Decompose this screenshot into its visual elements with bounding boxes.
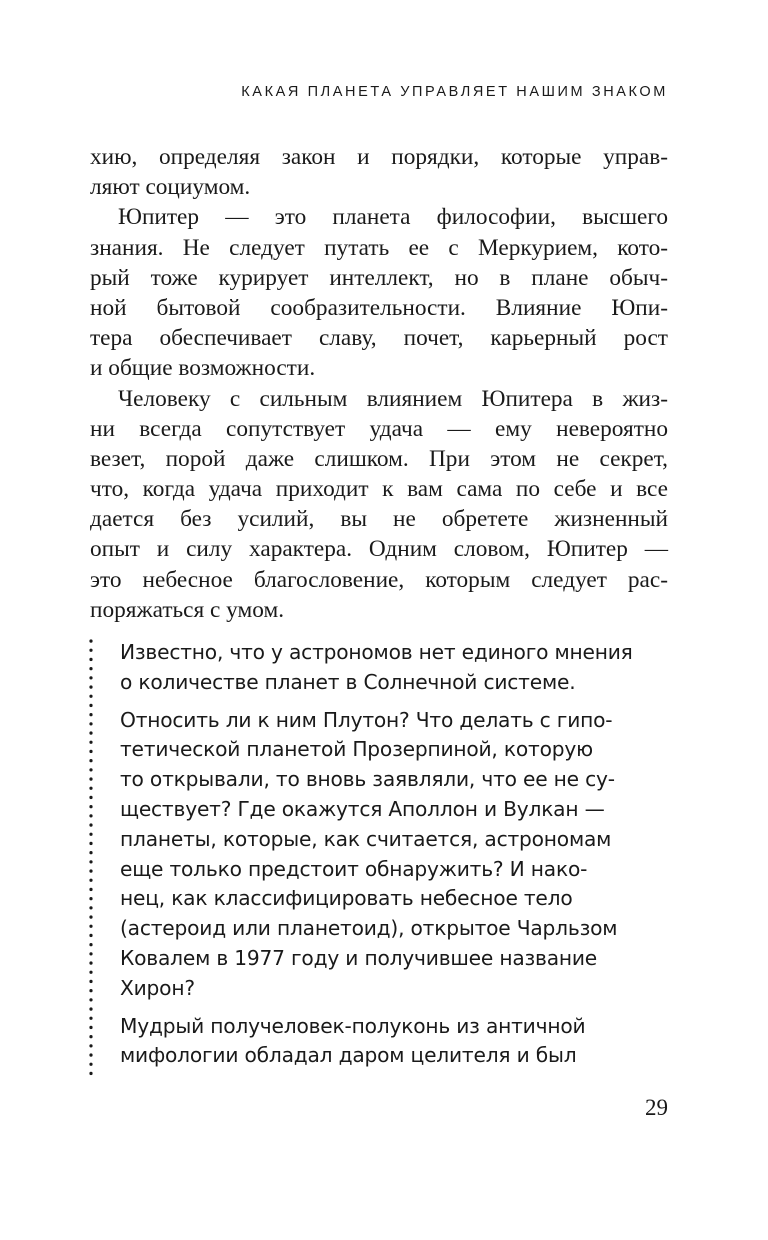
- sidebar-line: тетической планетой Прозерпиной, которую: [120, 737, 593, 762]
- text-line: что, когда удача приходит к вам сама по себе и все: [90, 476, 668, 503]
- sidebar-line: Ковалем в 1977 году и получившее название: [120, 945, 598, 970]
- text-line: знания. Не следует путать ее с Меркурием, кото-: [90, 234, 668, 261]
- sidebar-line: то открывали, то вновь заявляли, что ее не су-: [120, 767, 615, 792]
- sidebar-text: [120, 638, 698, 1071]
- sidebar-line: мифологии обладал даром целителя и был: [120, 1043, 577, 1068]
- text-line: поряжаться с умом.: [90, 596, 285, 623]
- sidebar-line: Хирон?: [120, 975, 195, 1000]
- sidebar-line: нец, как классифицировать небесное тело: [120, 886, 573, 911]
- sidebar-line: еще только предстоит обнаружить? И нако-: [120, 856, 588, 881]
- text-line: опыт и силу характера. Одним словом, Юпитер —: [90, 536, 668, 563]
- running-head: КАКАЯ ПЛАНЕТА УПРАВЛЯЕТ НАШИМ ЗНАКОМ: [241, 84, 668, 100]
- sidebar-line: Известно, что у астрономов нет единого мнения: [120, 640, 633, 664]
- main-text: [90, 142, 668, 625]
- text-line: тера обеспечивает славу, почет, карьерный рост: [90, 325, 668, 352]
- sidebar-line: Мудрый получеловек-полуконь из античной: [120, 1013, 586, 1038]
- sidebar-line: ществует? Где окажутся Аполлон и Вулкан —: [120, 796, 605, 821]
- sidebar-line: планеты, которые, как считается, астрономам: [120, 826, 612, 851]
- sidebar-line: Относить ли к ним Плутон? Что делать с гипо-: [120, 707, 613, 732]
- text-line: дается без усилий, вы не обретете жизненный: [90, 506, 668, 533]
- text-line: Юпитер — это планета философии, высшего: [118, 204, 668, 231]
- text-line: ной бытовой сообразительности. Влияние Юпи-: [90, 294, 668, 321]
- dotted-rule: [88, 638, 94, 1078]
- text-line: рый тоже курирует интеллект, но в плане обыч-: [90, 264, 668, 291]
- sidebar-note: [78, 638, 678, 1078]
- sidebar-line: (астероид или планетоид), открытое Чарльзом: [120, 916, 618, 941]
- text-line: это небесное благословение, которым следует рас-: [90, 566, 668, 593]
- text-line: хию, определяя закон и порядки, которые управ-: [90, 144, 668, 170]
- text-line: и общие возможности.: [90, 355, 316, 382]
- text-line: везет, порой даже слишком. При этом не секрет,: [90, 445, 668, 472]
- text-line: ляют социумом.: [90, 174, 251, 201]
- sidebar-line: о количестве планет в Солнечной системе.: [120, 669, 576, 694]
- text-line: Человеку с сильным влиянием Юпитера в жиз-: [118, 385, 668, 412]
- text-line: ни всегда сопутствует удача — ему невероятно: [90, 415, 668, 442]
- page-number: 29: [645, 1095, 668, 1120]
